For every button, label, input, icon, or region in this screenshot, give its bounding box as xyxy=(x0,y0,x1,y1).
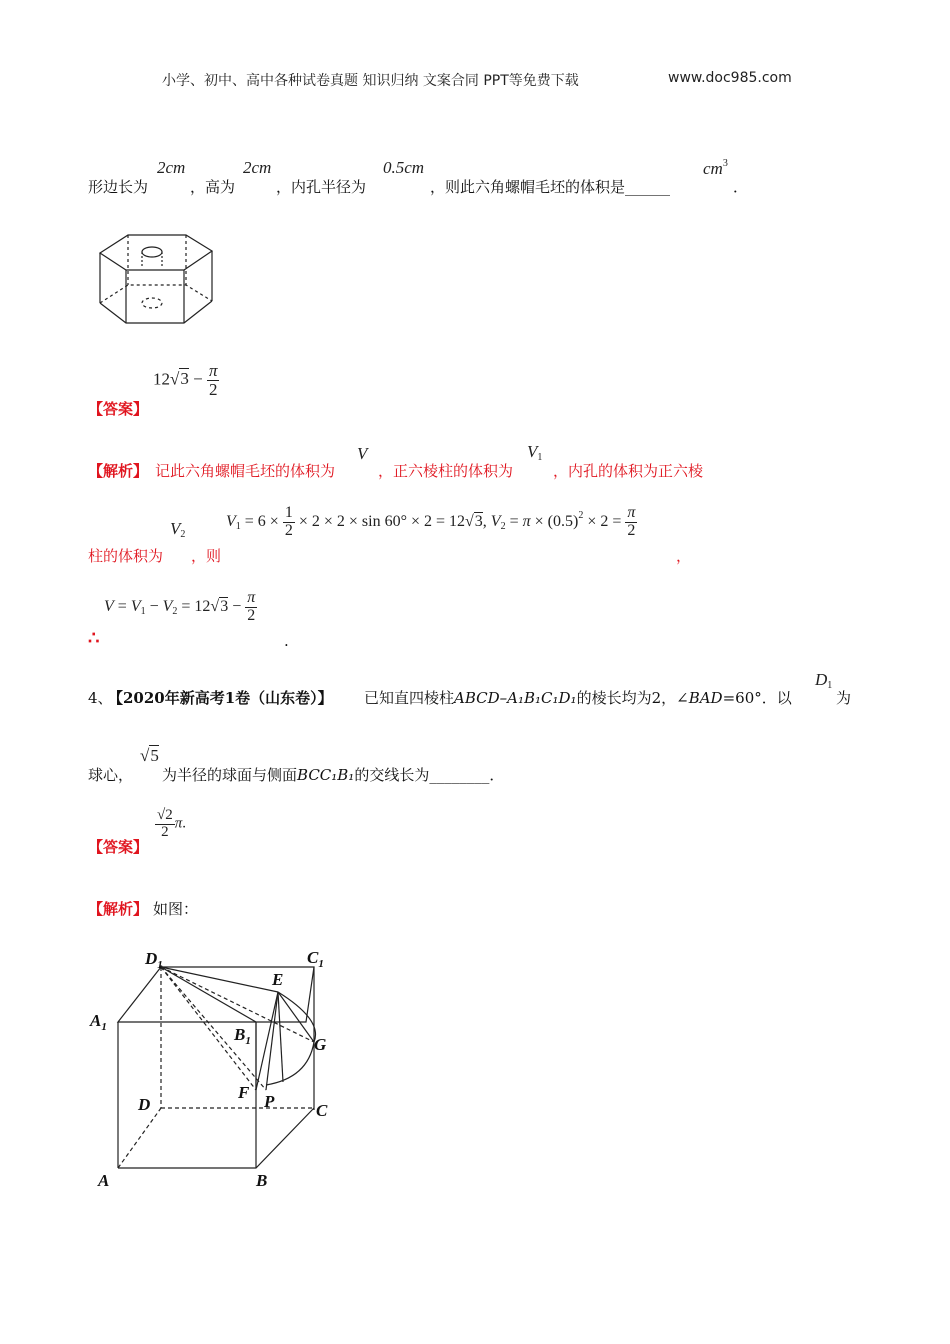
q4-text-4: 为 xyxy=(836,689,852,707)
prism-figure xyxy=(88,940,348,1200)
label-c1: $C_1$ xyxy=(307,948,324,970)
q3-text-side-label: 形边长为 xyxy=(88,178,149,196)
q3-symbol-v1: $V_1$ xyxy=(527,442,543,463)
q3-symbol-v: V xyxy=(357,444,368,463)
q4-answer-label: 【答案】 xyxy=(88,838,149,856)
label-e: E xyxy=(272,970,284,989)
q3-therefore: ∴ xyxy=(88,628,100,649)
label-a: A xyxy=(98,1171,110,1190)
label-g: G xyxy=(314,1035,327,1054)
q3-unit: $cm^3$ xyxy=(703,158,728,178)
hex-nut-figure xyxy=(90,225,220,330)
label-b1: $B_1$ xyxy=(234,1025,251,1047)
q3-analysis-text-3: ，内孔的体积为正六棱 xyxy=(553,462,704,480)
q3-period: ． xyxy=(733,178,749,196)
q4-number: 4、 xyxy=(88,689,113,707)
q4-radius: √5 xyxy=(140,746,159,765)
q4-analysis-text: 如图： xyxy=(153,900,199,918)
q3-text-volume-question: ，则此六角螺帽毛坯的体积是______ xyxy=(430,178,671,196)
page-header-right: www.doc985.com xyxy=(668,70,792,86)
q3-formula-dot: . xyxy=(284,632,289,650)
label-p: P xyxy=(264,1092,275,1111)
page-header-left: 小学、初中、高中各种试卷真题 知识归纳 文案合同 PPT等免费下载 xyxy=(162,73,579,89)
label-b: B xyxy=(256,1171,268,1190)
q3-formula-comma: ， xyxy=(676,547,692,565)
q4-text-6: 为半径的球面与侧面BCC₁B₁的交线长为________． xyxy=(162,766,505,784)
q3-formula-volumes: $V_1 = 6$ × $\frac{1}{2}$ × 2 × 2 × sin 60° × 2 = 12√3, $V_2 = \pi \times (0.5)^2 \times 2$ = $\frac{\pi}{2}$ xyxy=(226,504,636,539)
q3-formula-text-source xyxy=(226,505,227,506)
label-f: F xyxy=(238,1083,250,1102)
q3-symbol-v2: $V_2$ xyxy=(170,519,186,540)
q3-height-value: 2cm xyxy=(243,158,272,177)
q3-radius-value: 0.5cm xyxy=(383,158,425,177)
q3-formula-2-text-source xyxy=(104,590,105,591)
q4-text-5: 球心， xyxy=(88,766,134,784)
label-d1: $D_1$ xyxy=(145,949,163,971)
q3-answer-expression: 12√3 − $\frac{\pi}{2}$ xyxy=(153,361,218,399)
q3-text-radius-label: ，内孔半径为 xyxy=(276,178,367,196)
label-a1: $A_1$ xyxy=(90,1011,107,1033)
q4-text-1: 已知直四棱柱ABCD–A₁B₁C₁D₁的棱长均为2，∠BAD=60°．以 xyxy=(364,689,792,707)
q4-analysis-label: 【解析】 xyxy=(88,900,149,918)
q4-answer-expression: $\frac{√2}{2}$ π. xyxy=(157,807,186,840)
q4-source: 【2020年新高考1卷（山东卷）】 xyxy=(108,689,333,707)
q3-formula-difference: $V = V_1 - V_2 = 12√3$ − $\frac{\pi}{2}$ xyxy=(104,589,256,624)
q3-analysis-text-4: 柱的体积为 xyxy=(88,547,164,565)
q3-analysis-text-5: ，则 xyxy=(191,547,222,565)
q3-answer-label: 【答案】 xyxy=(88,400,149,418)
q3-analysis-text-2: ，正六棱柱的体积为 xyxy=(378,462,514,480)
q4-center-symbol: $D_1$ xyxy=(815,670,833,691)
label-d: D xyxy=(138,1095,151,1114)
q3-text-height-label: ，高为 xyxy=(190,178,236,196)
label-c: C xyxy=(316,1101,328,1120)
q3-side-value: 2cm xyxy=(157,158,186,177)
q3-analysis-text-1: 记此六角螺帽毛坯的体积为 xyxy=(155,462,336,480)
q3-analysis-label: 【解析】 xyxy=(88,462,149,480)
